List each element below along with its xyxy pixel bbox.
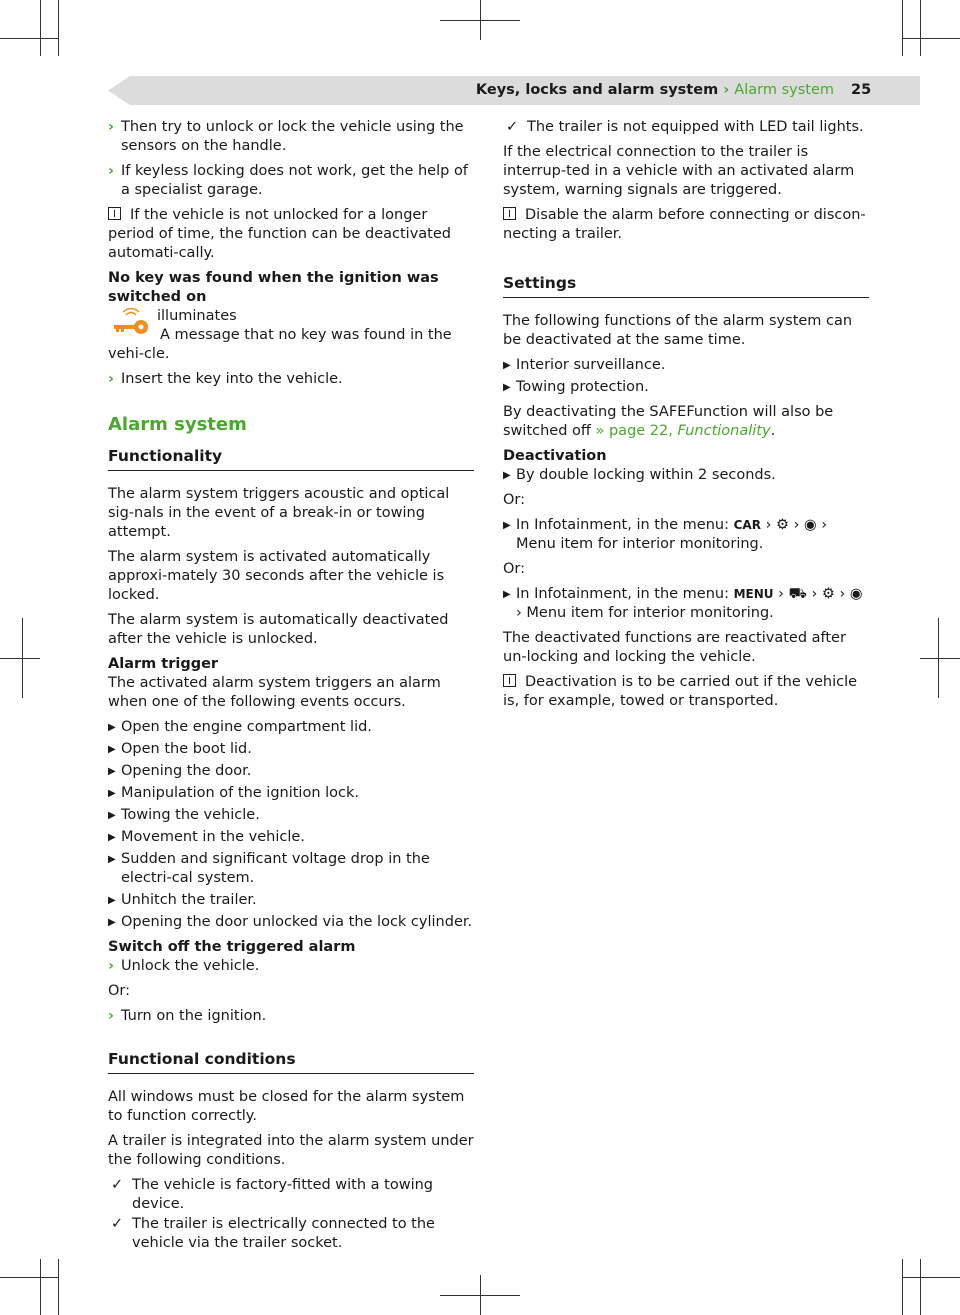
list-item-text: Sudden and significant voltage drop in the electri-cal system. bbox=[121, 851, 430, 886]
chapter-title: Keys, locks and alarm system bbox=[475, 82, 719, 98]
arrow-right-icon: › bbox=[793, 517, 800, 533]
list-item bbox=[503, 585, 869, 623]
list-item-text: Movement in the vehicle. bbox=[121, 829, 305, 845]
triangle-bullet-icon: ▶ bbox=[108, 766, 116, 777]
crop-mark bbox=[440, 1295, 520, 1296]
crop-mark bbox=[40, 1259, 41, 1315]
page-reference-link[interactable] bbox=[596, 423, 771, 439]
crop-mark bbox=[40, 0, 41, 56]
paragraph: The alarm system is activated automatically approxi-mately 30 seconds after the vehicle is locked. bbox=[108, 549, 445, 603]
key-warning-block bbox=[108, 307, 474, 326]
list-item bbox=[108, 828, 474, 847]
instruction-item bbox=[108, 162, 474, 200]
checkmark-icon: ✓ bbox=[506, 119, 519, 135]
crop-mark bbox=[0, 658, 40, 659]
crop-mark bbox=[0, 38, 58, 39]
triangle-bullet-icon: ▶ bbox=[503, 520, 511, 531]
running-header bbox=[476, 81, 834, 100]
arrow-right-icon: › bbox=[839, 586, 846, 602]
instruction-text: Unlock the vehicle. bbox=[121, 958, 260, 974]
section-heading-alarm: Alarm system bbox=[108, 414, 247, 435]
list-item-text: Open the boot lid. bbox=[121, 741, 252, 757]
triangle-bullet-icon: ▶ bbox=[108, 810, 116, 821]
paragraph: All windows must be closed for the alarm system to function correctly. bbox=[108, 1089, 465, 1124]
instruction-text: Insert the key into the vehicle. bbox=[121, 371, 343, 387]
triangle-bullet-icon: ▶ bbox=[108, 854, 116, 865]
trigger-list bbox=[108, 718, 474, 932]
page-reference-title[interactable]: Functionality bbox=[677, 423, 771, 439]
check-text: The trailer is electrically connected to the vehicle via the trailer socket. bbox=[132, 1216, 435, 1251]
subheading-switch-off: Switch off the triggered alarm bbox=[108, 939, 356, 955]
key-message: A message that no key was found in the vehi-cle. bbox=[108, 327, 452, 362]
note-text: If the vehicle is not unlocked for a longer period of time, the function can be deactivated automati-cally. bbox=[108, 207, 451, 261]
triangle-bullet-icon: ▶ bbox=[503, 589, 511, 600]
list-item-text: By double locking within 2 seconds. bbox=[516, 467, 776, 483]
car-icon: ⛟ bbox=[788, 586, 807, 602]
triangle-bullet-icon: ▶ bbox=[108, 722, 116, 733]
check-text: The trailer is not equipped with LED tail lights. bbox=[527, 119, 864, 135]
list-item bbox=[503, 356, 869, 375]
paragraph: The following functions of the alarm system can be deactivated at the same time. bbox=[503, 313, 853, 348]
triangle-bullet-icon: ▶ bbox=[108, 744, 116, 755]
check-item bbox=[108, 1215, 474, 1253]
instruction-item bbox=[108, 370, 474, 389]
instruction-item bbox=[108, 1007, 474, 1026]
paragraph-text: By deactivating the SAFEFunction will also be switched off bbox=[503, 404, 834, 439]
list-item-text: Menu item for interior monitoring. bbox=[526, 605, 774, 621]
list-item bbox=[503, 466, 869, 485]
triangle-bullet-icon: ▶ bbox=[108, 895, 116, 906]
list-item bbox=[108, 718, 474, 737]
list-item-text: Towing protection. bbox=[516, 379, 649, 395]
list-item bbox=[108, 806, 474, 825]
crop-mark bbox=[902, 38, 960, 39]
car-menu-icon: CAR bbox=[733, 518, 761, 532]
crop-mark bbox=[902, 1277, 960, 1278]
instruction-item bbox=[108, 118, 474, 156]
crop-mark bbox=[920, 658, 960, 659]
arrow-right-icon: › bbox=[778, 586, 784, 602]
paragraph: The activated alarm system triggers an alarm when one of the following events occurs. bbox=[108, 675, 441, 710]
chevron-right-icon: › bbox=[108, 958, 114, 974]
note-paragraph bbox=[108, 206, 474, 263]
key-illuminates-text: illuminates bbox=[157, 308, 237, 324]
info-note-icon bbox=[503, 674, 516, 687]
list-item-text: Open the engine compartment lid. bbox=[121, 719, 372, 735]
note-text: Deactivation is to be carried out if the vehicle is, for example, towed or transported. bbox=[503, 674, 858, 709]
heading-settings: Settings bbox=[503, 274, 869, 298]
key-warning-icon bbox=[112, 307, 150, 339]
info-note-icon bbox=[108, 207, 121, 220]
crop-mark bbox=[902, 0, 903, 56]
breadcrumb-separator: › bbox=[723, 82, 730, 98]
settings-gears-icon: ⚙ bbox=[775, 517, 789, 533]
instruction-text: Then try to unlock or lock the vehicle using the sensors on the handle. bbox=[121, 119, 464, 154]
instruction-text: Turn on the ignition. bbox=[121, 1008, 267, 1024]
crop-mark bbox=[440, 20, 520, 21]
triangle-bullet-icon: ▶ bbox=[503, 470, 511, 481]
note-text: Disable the alarm before connecting or discon-necting a trailer. bbox=[503, 207, 866, 242]
checkmark-icon: ✓ bbox=[111, 1177, 124, 1193]
menu-button-icon: MENU bbox=[733, 587, 774, 601]
arrow-right-icon: › bbox=[765, 517, 772, 533]
list-item bbox=[108, 850, 474, 888]
list-item bbox=[108, 913, 474, 932]
list-item-text: In Infotainment, in the menu: bbox=[516, 586, 729, 602]
list-item-text: Manipulation of the ignition lock. bbox=[121, 785, 360, 801]
left-column bbox=[108, 118, 474, 1254]
page-reference-text[interactable]: » page 22, bbox=[595, 423, 673, 439]
interior-sensor-icon: ◉ bbox=[804, 517, 817, 533]
note-paragraph bbox=[503, 673, 869, 711]
interior-sensor-icon: ◉ bbox=[849, 586, 863, 602]
list-item bbox=[108, 891, 474, 910]
list-item bbox=[108, 740, 474, 759]
list-item-text: Opening the door. bbox=[121, 763, 252, 779]
check-item bbox=[108, 1176, 474, 1214]
list-item bbox=[503, 516, 869, 554]
page-number: 25 bbox=[851, 82, 872, 98]
paragraph: If the electrical connection to the trailer is interrup-ted in a vehicle with an activated alarm system, warning signals are triggered. bbox=[503, 144, 855, 198]
checkmark-icon: ✓ bbox=[111, 1216, 124, 1232]
paragraph: A trailer is integrated into the alarm system under the following conditions. bbox=[108, 1133, 474, 1168]
list-item-text: In Infotainment, in the menu: bbox=[516, 517, 729, 533]
triangle-bullet-icon: ▶ bbox=[503, 382, 511, 393]
chevron-right-icon: › bbox=[108, 119, 114, 135]
or-text: Or: bbox=[108, 983, 131, 999]
period: . bbox=[770, 423, 776, 439]
crop-mark bbox=[58, 0, 59, 56]
crop-mark bbox=[920, 1259, 921, 1315]
list-item-text: Unhitch the trailer. bbox=[121, 892, 257, 908]
crop-mark bbox=[902, 1259, 903, 1315]
instruction-text: If keyless locking does not work, get the help of a specialist garage. bbox=[121, 163, 468, 198]
subheading-deactivation: Deactivation bbox=[503, 448, 607, 464]
paragraph: The alarm system is automatically deactivated after the vehicle is unlocked. bbox=[108, 612, 449, 647]
settings-gears-icon: ⚙ bbox=[821, 586, 835, 602]
chevron-right-icon: › bbox=[108, 1008, 114, 1024]
arrow-right-icon: › bbox=[811, 586, 818, 602]
arrow-right-icon: › bbox=[821, 517, 828, 533]
list-item-text: Menu item for interior monitoring. bbox=[516, 536, 764, 552]
info-note-icon bbox=[503, 207, 516, 220]
instruction-item bbox=[108, 957, 474, 976]
list-item-text: Towing the vehicle. bbox=[121, 807, 260, 823]
list-item-text: Interior surveillance. bbox=[516, 357, 666, 373]
subheading-alarm-trigger: Alarm trigger bbox=[108, 656, 219, 672]
paragraph: The deactivated functions are reactivated after un-locking and locking the vehicle. bbox=[503, 630, 846, 665]
list-item bbox=[503, 378, 869, 397]
check-item bbox=[503, 118, 869, 137]
triangle-bullet-icon: ▶ bbox=[108, 788, 116, 799]
section-title: Alarm system bbox=[734, 82, 834, 98]
list-item bbox=[108, 784, 474, 803]
heading-functionality: Functionality bbox=[108, 447, 474, 471]
note-paragraph bbox=[503, 206, 869, 244]
chevron-right-icon: › bbox=[108, 163, 114, 179]
heading-functional-conditions: Functional conditions bbox=[108, 1050, 474, 1074]
or-text: Or: bbox=[503, 492, 526, 508]
arrow-right-icon: › bbox=[516, 605, 522, 621]
right-column bbox=[503, 118, 869, 717]
triangle-bullet-icon: ▶ bbox=[108, 832, 116, 843]
triangle-bullet-icon: ▶ bbox=[108, 917, 116, 928]
crop-mark bbox=[0, 1277, 58, 1278]
list-item-text: Opening the door unlocked via the lock cylinder. bbox=[121, 914, 473, 930]
chevron-right-icon: › bbox=[108, 371, 114, 387]
or-text: Or: bbox=[503, 561, 526, 577]
triangle-bullet-icon: ▶ bbox=[503, 360, 511, 371]
list-item bbox=[108, 762, 474, 781]
subheading-no-key: No key was found when the ignition was switched on bbox=[108, 270, 439, 305]
check-text: The vehicle is factory-fitted with a towing device. bbox=[132, 1177, 434, 1212]
paragraph-safe bbox=[503, 403, 869, 441]
paragraph: The alarm system triggers acoustic and optical sig-nals in the event of a break-in or towing attempt. bbox=[108, 486, 450, 540]
crop-mark bbox=[920, 0, 921, 56]
crop-mark bbox=[58, 1259, 59, 1315]
